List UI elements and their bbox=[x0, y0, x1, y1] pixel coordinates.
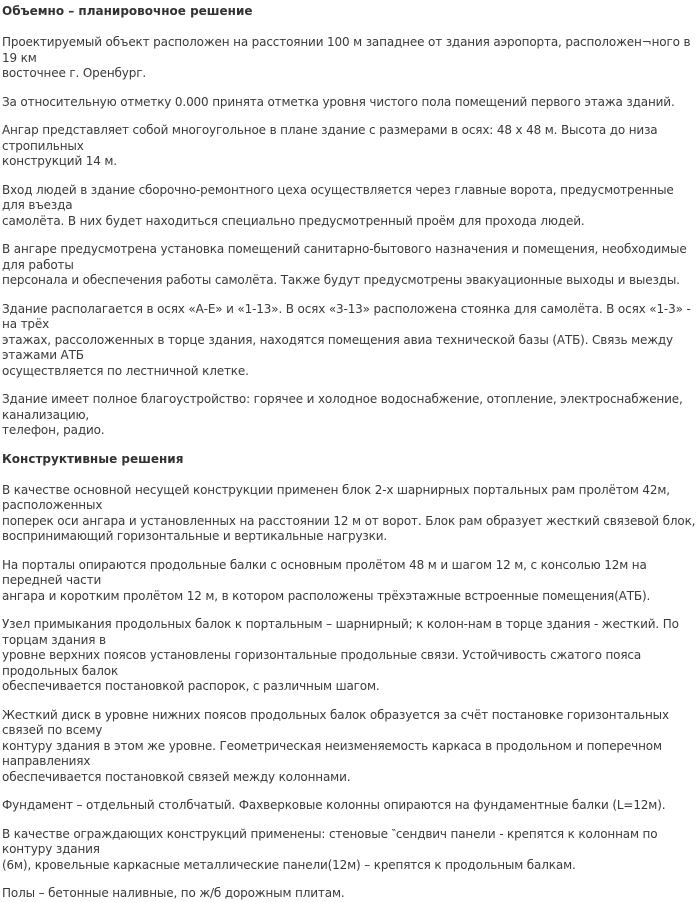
paragraph: Здание располагается в осях «А-Е» и «1-13». В осях «3-13» расположена стоянка для самолёта. В осях «1-3» - на трёх этажах, рассоложенных в торце здания, находятся помещения авиа технической базы (АТБ). Связь между этажами АТБ осуществляется по лестничной клетке. bbox=[2, 301, 691, 378]
section-heading: Конструктивные решения bbox=[2, 451, 184, 466]
section-structural bbox=[2, 452, 700, 902]
paragraph: Проектируемый объект расположен на расстоянии 100 м западнее от здания аэропорта, расположен¬ного в 19 км восточнее г. Оренбург. bbox=[2, 35, 691, 80]
paragraph: В ангаре предусмотрена установка помещений санитарно-бытового назначения и помещения, необходимые для работы персонала и обеспечения работы самолёта. Также будут предусмотрены эвакуационные выходы и выезды. bbox=[2, 242, 687, 287]
paragraph: Вход людей в здание сборочно-ремонтного цеха осуществляется через главные ворота, предусмотренные для въезда самолёта. В них будет находиться специально предусмотренный проём для прохода людей. bbox=[2, 182, 674, 228]
paragraph: В качестве ограждающих конструкций применены: стеновые ‶сендвич панели - крепятся к колоннам по контуру здания (6м), кровельные каркасные металлические панели(12м) – крепятся к продольным балкам. bbox=[2, 826, 658, 872]
paragraph: Ангар представляет собой многоугольное в плане здание с размерами в осях: 48 х 48 м. Высота до низа стропильных конструкций 14 м. bbox=[2, 123, 658, 168]
paragraph: За относительную отметку 0.000 принята отметка уровня чистого пола помещений первого этажа зданий. bbox=[2, 94, 675, 109]
paragraph: На порталы опираются продольные балки с основным пролётом 48 м и шагом 12 м, с консолью 12м на передней части ангара и коротким пролётом 12 м, в котором расположены трёхэтажные встроенные помещения(АТБ). bbox=[2, 557, 651, 603]
paragraph: Жесткий диск в уровне нижних поясов продольных балок образуется за счёт постановке горизонтальных связей по всему контуру здания в этом же уровне. Геометрическая неизменяемость каркаса в продольном и поперечном направлениях обеспечивается постановкой связей между колоннами. bbox=[2, 707, 669, 784]
paragraph: Полы – бетонные наливные, по ж/б дорожным плитам. bbox=[2, 886, 345, 900]
paragraph: В качестве основной несущей конструкции применен блок 2-х шарнирных портальных рам пролётом 42м, расположенных поперек оси ангара и установленных на расстоянии 12 м от ворот. Блок рам образует жесткий связевой блок, воспринимающий горизонтальные и вертикальные нагрузки. bbox=[2, 482, 696, 543]
section-planning bbox=[2, 4, 700, 439]
section-heading: Объемно – планировочное решение bbox=[2, 4, 253, 18]
paragraph: Здание имеет полное благоустройство: горячее и холодное водоснабжение, отопление, электроснабжение, канализацию, телефон, радио. bbox=[2, 392, 683, 437]
paragraph: Фундамент – отдельный столбчатый. Фахверковые колонны опираются на фундаментные балки (L=12м). bbox=[2, 798, 666, 812]
paragraph: Узел примыкания продольных балок к портальным – шарнирный; к колон-нам в торце здания - жесткий. По торцам здания в уровне верхних поясов установлены горизонтальные продольные связи. Устойчивость сжатого пояса продольных балок обеспечивается постановкой распорок, с различным шагом. bbox=[2, 617, 679, 693]
